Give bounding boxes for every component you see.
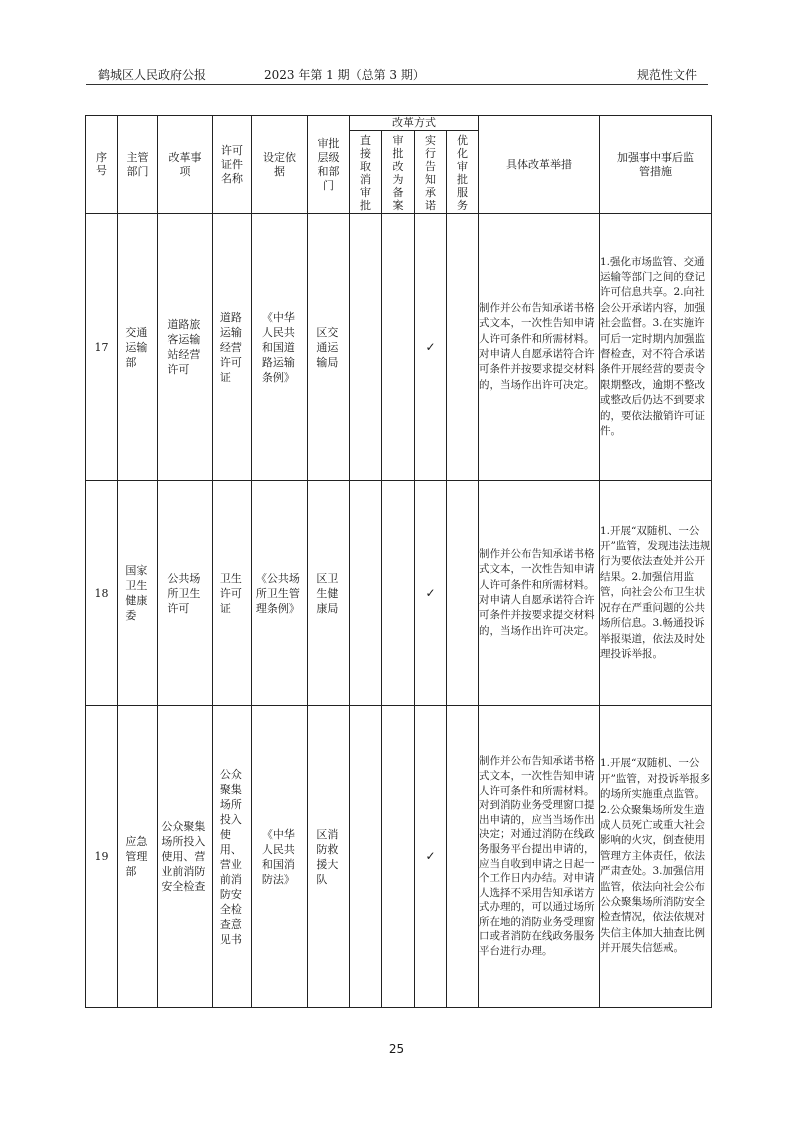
cell-mode-record xyxy=(382,706,415,1008)
gazette-title: 鹤城区人民政府公报 xyxy=(98,68,207,82)
cell-supervision: 1.开展“双随机、一公开”监管，对投诉举报多的场所实施重点监管。2.公众聚集场所发生造成人员死亡或重大社会影响的火灾，倒查使用管理方主体责任，依法严肃查处。3.加强信用监管，依法向社会公布公众聚集场所消防安全检查情况，依法依规对失信主体加大抽查比例并开展失信惩戒。 xyxy=(600,706,712,1008)
cell-mode-optimize xyxy=(447,481,479,706)
table-row xyxy=(86,706,712,1008)
cell-item: 公共场所卫生许可 xyxy=(158,481,213,706)
cell-measures: 制作并公布告知承诺书格式文本，一次性告知申请人许可条件和所需材料。对到消防业务受理窗口提出申请的，应当当场作出决定；对通过消防在线政务服务平台提出申请的，应当自收到申请之日起一个工作日内办结。对申请人选择不采用告知承诺方式办理的，可以通过场所所在地的消防业务受理窗口或者消防在线政务服务平台进行办理。 xyxy=(479,706,600,1008)
cell-dept: 应急管理部 xyxy=(118,706,158,1008)
cell-supervision: 1.强化市场监管、交通运输等部门之间的登记许可信息共享。2.向社会公开承诺内容，加强社会监督。3.在实施许可后一定时期内加强监督检查，对不符合承诺条件开展经营的要责令限期整改，逾期不整改或整改后仍达不到要求的，要依法撤销许可证件。 xyxy=(600,214,712,481)
cell-cert: 道路运输经营许可证 xyxy=(213,214,252,481)
cell-mode-direct xyxy=(350,706,382,1008)
cell-cert: 公众聚集场所投入使用、营业前消防安全检查意见书 xyxy=(213,706,252,1008)
cell-seq: 19 xyxy=(86,706,118,1008)
header-cert: 许可证件名称 xyxy=(213,116,252,214)
cell-mode-record xyxy=(382,481,415,706)
header-mode-record: 审批改为备案 xyxy=(382,131,415,214)
cell-supervision: 1.开展“双随机、一公开”监管，发现违法违规行为要依法查处并公开结果。2.加强信用监管，向社会公布卫生状况存在严重问题的公共场所信息。3.畅通投诉举报渠道，依法及时处理投诉举报。 xyxy=(600,481,712,706)
cell-seq: 17 xyxy=(86,214,118,481)
header-dept: 主管部门 xyxy=(118,116,158,214)
cell-mode-promise xyxy=(415,706,447,1008)
cell-dept: 交通运输部 xyxy=(118,214,158,481)
issue-number: 2023 年第 1 期（总第 3 期） xyxy=(264,68,425,82)
header-seq: 序号 xyxy=(86,116,118,214)
header-basis: 设定依据 xyxy=(252,116,308,214)
table-row xyxy=(86,214,712,481)
check-mark-icon: ✓ xyxy=(425,339,436,354)
cell-dept: 国家卫生健康委 xyxy=(118,481,158,706)
cell-mode-promise xyxy=(415,481,447,706)
header-supervision: 加强事中事后监管措施 xyxy=(600,116,712,214)
header-mode-promise: 实行告知承诺 xyxy=(415,131,447,214)
cell-measures: 制作并公布告知承诺书格式文本，一次性告知申请人许可条件和所需材料。对申请人自愿承诺符合许可条件并按要求提交材料的，当场作出许可决定。 xyxy=(479,214,600,481)
cell-level: 区卫生健康局 xyxy=(308,481,350,706)
cell-mode-optimize xyxy=(447,214,479,481)
header-mode-direct: 直接取消审批 xyxy=(350,131,382,214)
header-reform-group: 改革方式 xyxy=(350,116,479,131)
cell-basis: 《中华人民共和国消防法》 xyxy=(252,706,308,1008)
reform-table xyxy=(85,115,712,1008)
cell-mode-direct xyxy=(350,481,382,706)
check-mark-icon: ✓ xyxy=(425,585,436,600)
cell-item: 道路旅客运输站经营许可 xyxy=(158,214,213,481)
cell-cert: 卫生许可证 xyxy=(213,481,252,706)
header-measures: 具体改革举措 xyxy=(479,116,600,214)
cell-mode-direct xyxy=(350,214,382,481)
cell-level: 区交通运输局 xyxy=(308,214,350,481)
header-level: 审批层级和部门 xyxy=(308,116,350,214)
cell-seq: 18 xyxy=(86,481,118,706)
check-mark-icon: ✓ xyxy=(425,849,436,863)
table-row xyxy=(86,481,712,706)
cell-mode-record xyxy=(382,214,415,481)
cell-measures: 制作并公布告知承诺书格式文本，一次性告知申请人许可条件和所需材料。对申请人自愿承诺符合许可条件并按要求提交材料的，当场作出许可决定。 xyxy=(479,481,600,706)
cell-basis: 《公共场所卫生管理条例》 xyxy=(252,481,308,706)
cell-mode-optimize xyxy=(447,706,479,1008)
header-item: 改革事项 xyxy=(158,116,213,214)
cell-mode-promise xyxy=(415,214,447,481)
document-category: 规范性文件 xyxy=(637,68,698,82)
cell-basis: 《中华人民共和国道路运输条例》 xyxy=(252,214,308,481)
page-number: 25 xyxy=(388,1042,405,1056)
header-mode-optimize: 优化审批服务 xyxy=(447,131,479,214)
cell-item: 公众聚集场所投入使用、营业前消防安全检查 xyxy=(158,706,213,1008)
cell-level: 区消防救援大队 xyxy=(308,706,350,1008)
header-divider xyxy=(86,84,708,85)
